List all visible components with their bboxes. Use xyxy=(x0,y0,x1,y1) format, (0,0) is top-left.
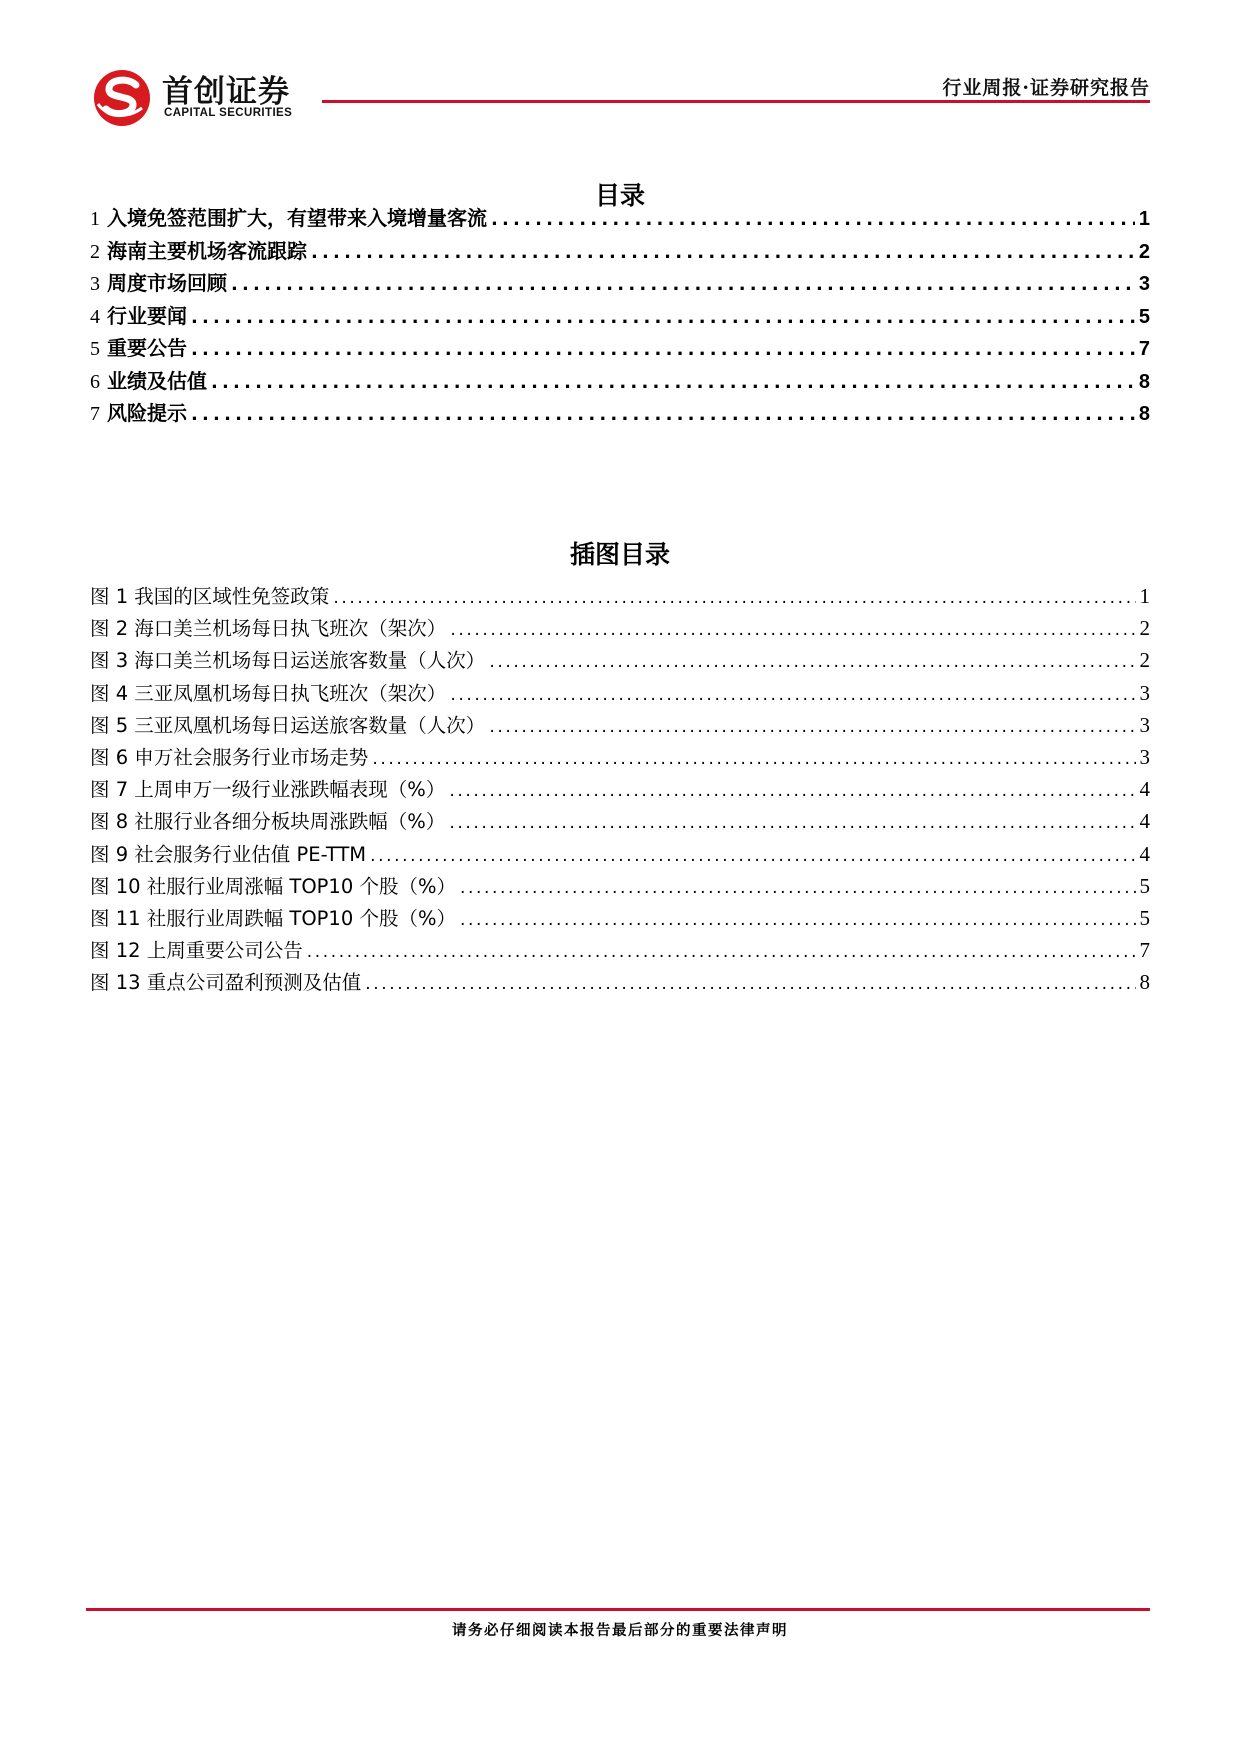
figure-toc-entry[interactable] xyxy=(90,742,1150,774)
toc-entry-title: 入境免签范围扩大，有望带来入境增量客流 xyxy=(106,206,487,230)
capital-securities-logo-icon xyxy=(92,68,152,128)
toc-entry-label xyxy=(90,332,191,361)
figure-toc-entry[interactable] xyxy=(90,613,1150,645)
figure-entry-page: 5 xyxy=(1139,905,1150,930)
toc-entry-title: 周度市场回顾 xyxy=(106,271,227,295)
figure-entry-title: 图 4 三亚凤凰机场每日执飞班次（架次） xyxy=(90,681,447,705)
figure-leader-dots xyxy=(333,588,1135,608)
toc-leader-dots xyxy=(491,209,1135,230)
toc-entry-number: 6 xyxy=(90,370,100,393)
figure-entry-title: 图 13 重点公司盈利预测及估值 xyxy=(90,971,362,995)
logo-chinese-name: 首创证券 xyxy=(162,74,290,110)
table-of-contents xyxy=(90,202,1150,430)
figure-entry-title: 图 11 社服行业周跌幅 TOP10 个股（%） xyxy=(90,906,456,930)
figure-toc-entry[interactable] xyxy=(90,967,1150,999)
figure-leader-dots xyxy=(489,717,1135,737)
toc-entry-page: 7 xyxy=(1138,338,1150,360)
figure-entry-page: 3 xyxy=(1139,680,1150,705)
toc-entry-title: 重要公告 xyxy=(106,336,187,360)
figure-toc-entry[interactable] xyxy=(90,645,1150,677)
toc-leader-dots xyxy=(191,307,1135,328)
figure-leader-dots xyxy=(449,781,1135,801)
figure-leader-dots xyxy=(372,749,1135,769)
figure-toc-entry[interactable] xyxy=(90,903,1150,935)
legal-disclaimer: 请务必仔细阅读本报告最后部分的重要法律声明 xyxy=(452,1622,788,1639)
toc-entry-label xyxy=(90,397,191,426)
toc-entry-title: 风险提示 xyxy=(106,401,187,425)
logo-english-name: CAPITAL SECURITIES xyxy=(164,107,293,119)
toc-title: 目录 xyxy=(594,181,645,210)
figure-entry-page: 2 xyxy=(1139,616,1150,641)
toc-entry-number: 3 xyxy=(90,273,100,295)
figure-entry-title: 图 10 社服行业周涨幅 TOP10 个股（%） xyxy=(90,874,456,898)
figure-entry-title: 图 9 社会服务行业估值 PE-TTM xyxy=(90,842,367,866)
figure-toc-entry[interactable] xyxy=(90,935,1150,967)
toc-leader-dots xyxy=(231,274,1135,295)
toc-entry-number: 2 xyxy=(90,240,100,263)
figure-leader-dots xyxy=(460,878,1136,898)
figure-toc-entry[interactable] xyxy=(90,839,1150,871)
figure-leader-dots xyxy=(450,620,1135,640)
toc-leader-dots xyxy=(211,372,1135,393)
toc-entry[interactable] xyxy=(90,332,1150,365)
toc-entry-label xyxy=(90,202,491,231)
figure-leader-dots xyxy=(460,910,1136,930)
figure-leader-dots xyxy=(489,652,1135,672)
toc-leader-dots xyxy=(191,404,1135,425)
figure-toc-entry[interactable] xyxy=(90,710,1150,742)
figure-toc-entry[interactable] xyxy=(90,806,1150,838)
toc-entry-label xyxy=(90,235,311,264)
figure-entry-title: 图 7 上周申万一级行业涨跌幅表现（%） xyxy=(90,778,446,802)
toc-leader-dots xyxy=(191,339,1135,360)
figure-entry-page: 2 xyxy=(1139,648,1150,673)
figure-leader-dots xyxy=(450,685,1135,705)
figure-entry-page: 5 xyxy=(1139,873,1150,898)
figure-entry-title: 图 5 三亚凤凰机场每日运送旅客数量（人次） xyxy=(90,713,486,737)
figure-toc-entry[interactable] xyxy=(90,581,1150,613)
toc-entry[interactable] xyxy=(90,397,1150,430)
figure-entry-title: 图 1 我国的区域性免签政策 xyxy=(90,585,330,608)
toc-entry-number: 1 xyxy=(90,208,100,230)
toc-entry-page: 1 xyxy=(1138,208,1150,230)
figure-toc-entry[interactable] xyxy=(90,871,1150,903)
figure-entry-title: 图 8 社服行业各细分板块周涨跌幅（%） xyxy=(90,810,446,834)
figure-entry-page: 7 xyxy=(1139,938,1150,963)
figure-entry-page: 3 xyxy=(1139,712,1150,737)
header-divider xyxy=(322,100,1150,103)
figure-entry-page: 4 xyxy=(1139,777,1150,802)
toc-entry-label xyxy=(90,365,211,394)
figures-toc-title: 插图目录 xyxy=(569,540,670,569)
figure-entry-title: 图 2 海口美兰机场每日执飞班次（架次） xyxy=(90,617,447,641)
figure-toc-entry[interactable] xyxy=(90,678,1150,710)
figure-entry-page: 4 xyxy=(1139,809,1150,834)
figure-leader-dots xyxy=(370,846,1135,866)
toc-entry-number: 7 xyxy=(90,403,100,425)
figure-entry-title: 图 6 申万社会服务行业市场走势 xyxy=(90,745,369,769)
toc-entry-label xyxy=(90,300,191,329)
figure-leader-dots xyxy=(365,974,1135,994)
figure-entry-page: 1 xyxy=(1139,584,1150,608)
toc-entry-title: 业绩及估值 xyxy=(106,368,207,393)
toc-entry-page: 8 xyxy=(1138,370,1150,393)
toc-entry-page: 3 xyxy=(1138,273,1150,295)
figure-entry-page: 4 xyxy=(1139,841,1150,866)
toc-entry[interactable] xyxy=(90,300,1150,333)
toc-entry[interactable] xyxy=(90,267,1150,300)
toc-entry-title: 海南主要机场客流跟踪 xyxy=(106,238,307,263)
toc-entry-number: 4 xyxy=(90,305,100,328)
toc-entry-page: 2 xyxy=(1138,240,1150,263)
toc-leader-dots xyxy=(311,242,1135,263)
figure-entry-title: 图 12 上周重要公司公告 xyxy=(90,939,303,963)
figure-toc-entry[interactable] xyxy=(90,774,1150,806)
toc-entry[interactable] xyxy=(90,202,1150,235)
toc-entry-page: 5 xyxy=(1138,305,1150,328)
footer-divider xyxy=(86,1608,1150,1611)
figures-table-of-contents xyxy=(90,581,1150,999)
toc-entry-page: 8 xyxy=(1138,403,1150,425)
figure-leader-dots xyxy=(449,813,1135,833)
toc-entry[interactable] xyxy=(90,235,1150,268)
figure-leader-dots xyxy=(307,942,1136,962)
toc-entry[interactable] xyxy=(90,365,1150,398)
report-type-label: 行业周报·证券研究报告 xyxy=(942,77,1150,99)
toc-entry-title: 行业要闻 xyxy=(106,303,187,328)
page-header xyxy=(0,0,1240,130)
toc-entry-number: 5 xyxy=(90,338,100,360)
figure-entry-title: 图 3 海口美兰机场每日运送旅客数量（人次） xyxy=(90,649,486,673)
figure-entry-page: 8 xyxy=(1139,970,1150,995)
figure-entry-page: 3 xyxy=(1139,744,1150,769)
toc-entry-label xyxy=(90,267,231,296)
